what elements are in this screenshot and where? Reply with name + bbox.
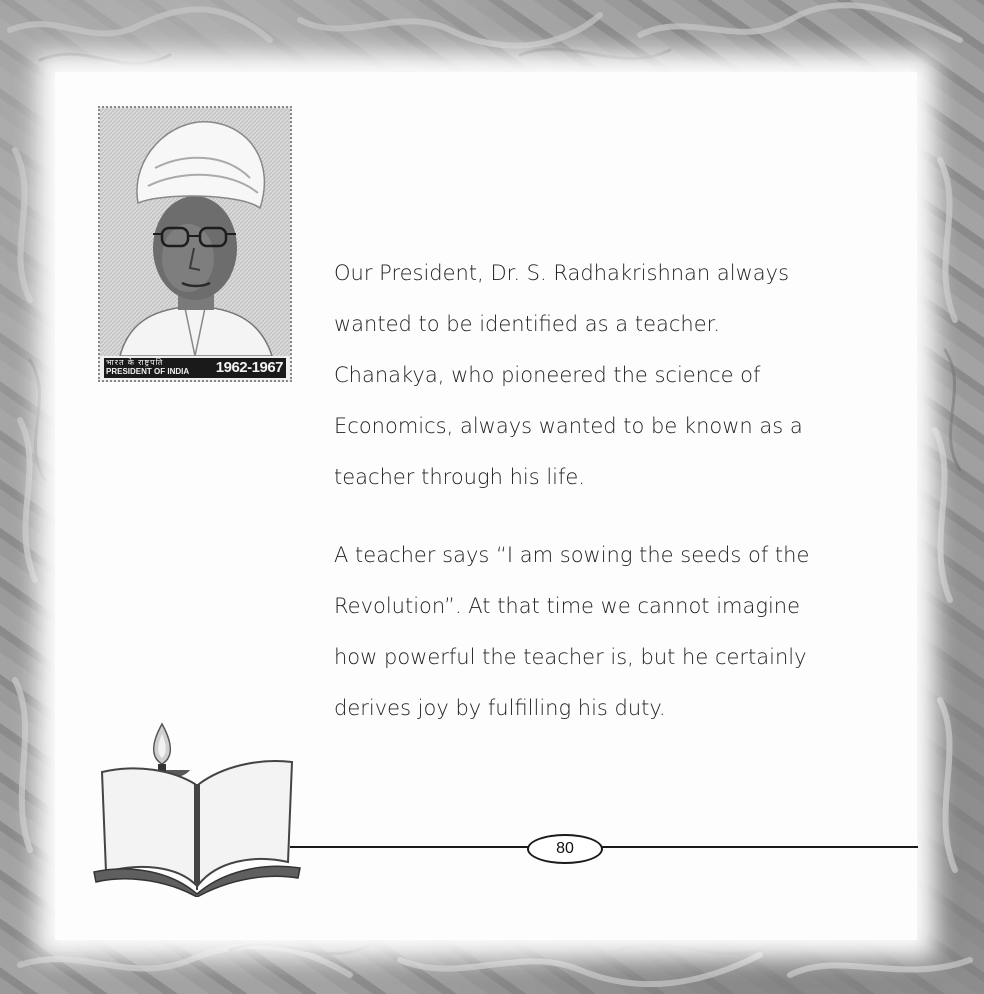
text-line: how powerful the teacher is, but he certainly bbox=[334, 645, 807, 669]
text-line: Our President, Dr. S. Radhakrishnan always bbox=[334, 261, 790, 285]
stamp-caption bbox=[104, 358, 286, 378]
text-line: Economics, always wanted to be known as a bbox=[334, 414, 803, 438]
text-line: A teacher says “I am sowing the seeds of the bbox=[334, 543, 810, 567]
radhakrishnan-portrait bbox=[100, 108, 290, 356]
text-line: wanted to be identified as a teacher. bbox=[334, 312, 721, 336]
paragraph-1 bbox=[334, 248, 874, 503]
text-line: Chanakya, who pioneered the science of bbox=[334, 363, 761, 387]
stamp-hindi-caption: भारत के राष्ट्रपति bbox=[106, 358, 164, 367]
page-number: 80 bbox=[527, 834, 603, 864]
text-line: teacher through his life. bbox=[334, 465, 585, 489]
stamp-years: 1962-1967 bbox=[215, 359, 283, 376]
stamp-english-caption: PRESIDENT OF INDIA bbox=[106, 367, 190, 376]
book-with-lamp-icon bbox=[92, 712, 302, 897]
postage-stamp bbox=[98, 106, 292, 382]
text-line: Revolution”. At that time we cannot imagine bbox=[334, 594, 801, 618]
footer-rule bbox=[290, 846, 918, 848]
paragraph-2 bbox=[334, 530, 874, 734]
text-line: derives joy by fulfilling his duty. bbox=[334, 696, 666, 720]
